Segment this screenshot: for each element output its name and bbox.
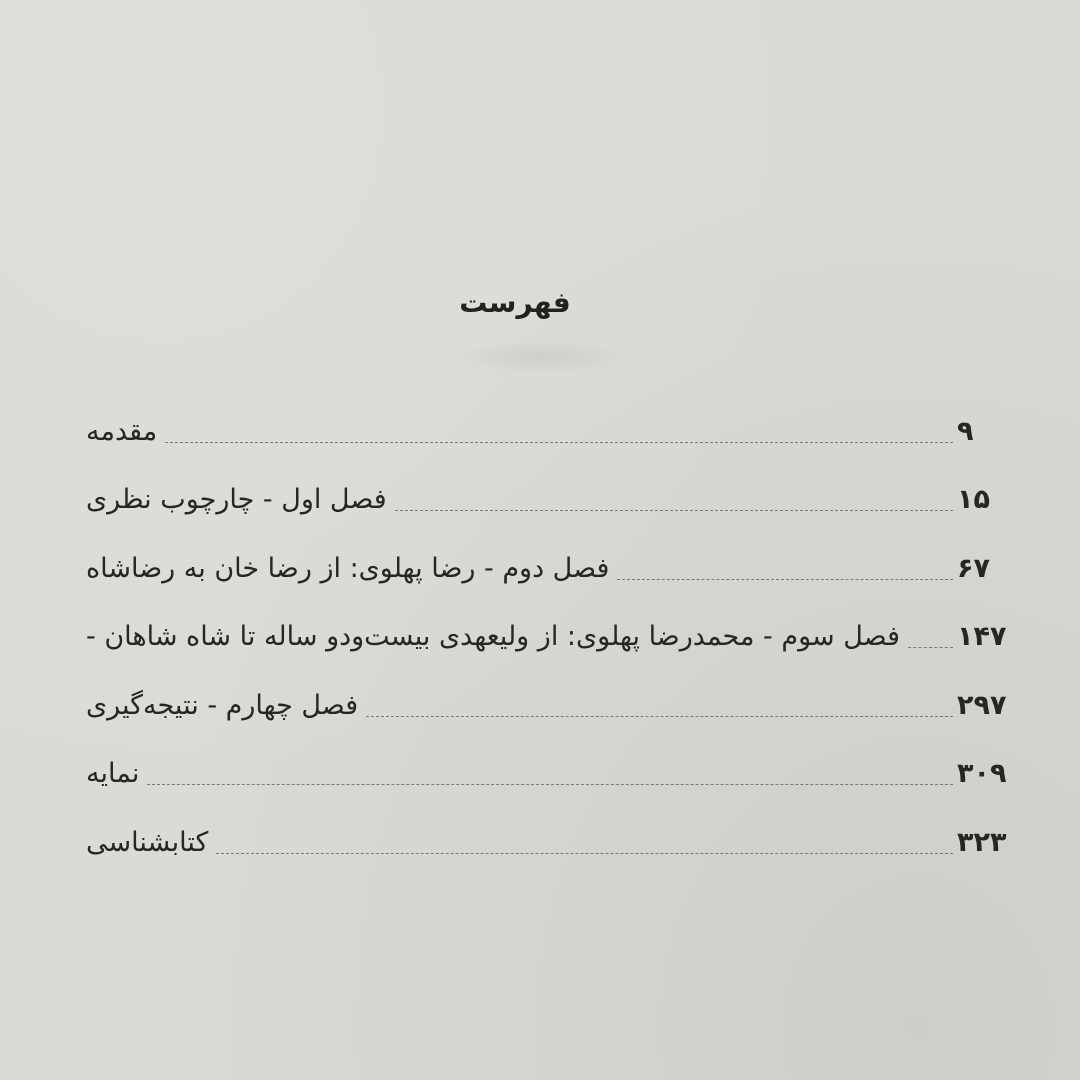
dotted-leader (165, 442, 953, 443)
toc-heading: فهرست (459, 286, 571, 319)
toc-entry-title: فصل دوم - رضا پهلوی: از رضا خان به رضاشاه (86, 552, 610, 584)
toc-entry-page-number: ۹ (957, 415, 974, 447)
toc-entry-page-number: ۲۹۷ (957, 689, 1007, 721)
toc-entry-chapter-4 (78, 659, 1013, 728)
toc-entry-title: نمایه (86, 758, 140, 789)
toc-entry-index (78, 728, 1013, 797)
toc-entry-chapter-1 (78, 454, 1013, 523)
toc-entry-page-number: ۱۵ (957, 484, 990, 515)
toc-list (78, 385, 1013, 865)
toc-entry-title: فصل چهارم - نتیجه‌گیری (86, 689, 359, 721)
toc-entry-page-number: ۶۷ (957, 552, 990, 584)
ink-smudge (455, 340, 625, 374)
toc-entry-bibliography (78, 796, 1013, 865)
toc-entry-introduction (78, 385, 1013, 454)
toc-entry-page-number: ۳۲۳ (957, 826, 1007, 858)
toc-entry-title: مقدمه (86, 415, 158, 447)
toc-entry-chapter-3 (78, 591, 1013, 660)
toc-entry-title: فصل سوم - محمدرضا پهلوی: از ولیعهدی بیست‌ودو ساله تا شاه شاهان - (86, 621, 900, 652)
toc-entry-title: کتابشناسی (86, 826, 209, 858)
dotted-leader (366, 716, 953, 717)
dotted-leader (216, 853, 953, 854)
dotted-leader (395, 510, 953, 511)
toc-entry-title: فصل اول - چارچوب نظری (86, 484, 387, 515)
dotted-leader (617, 579, 953, 580)
dotted-leader (908, 647, 953, 648)
toc-entry-page-number: ۳۰۹ (957, 758, 1007, 789)
toc-entry-page-number: ۱۴۷ (957, 621, 1007, 652)
toc-entry-chapter-2 (78, 522, 1013, 591)
dotted-leader (147, 784, 953, 785)
